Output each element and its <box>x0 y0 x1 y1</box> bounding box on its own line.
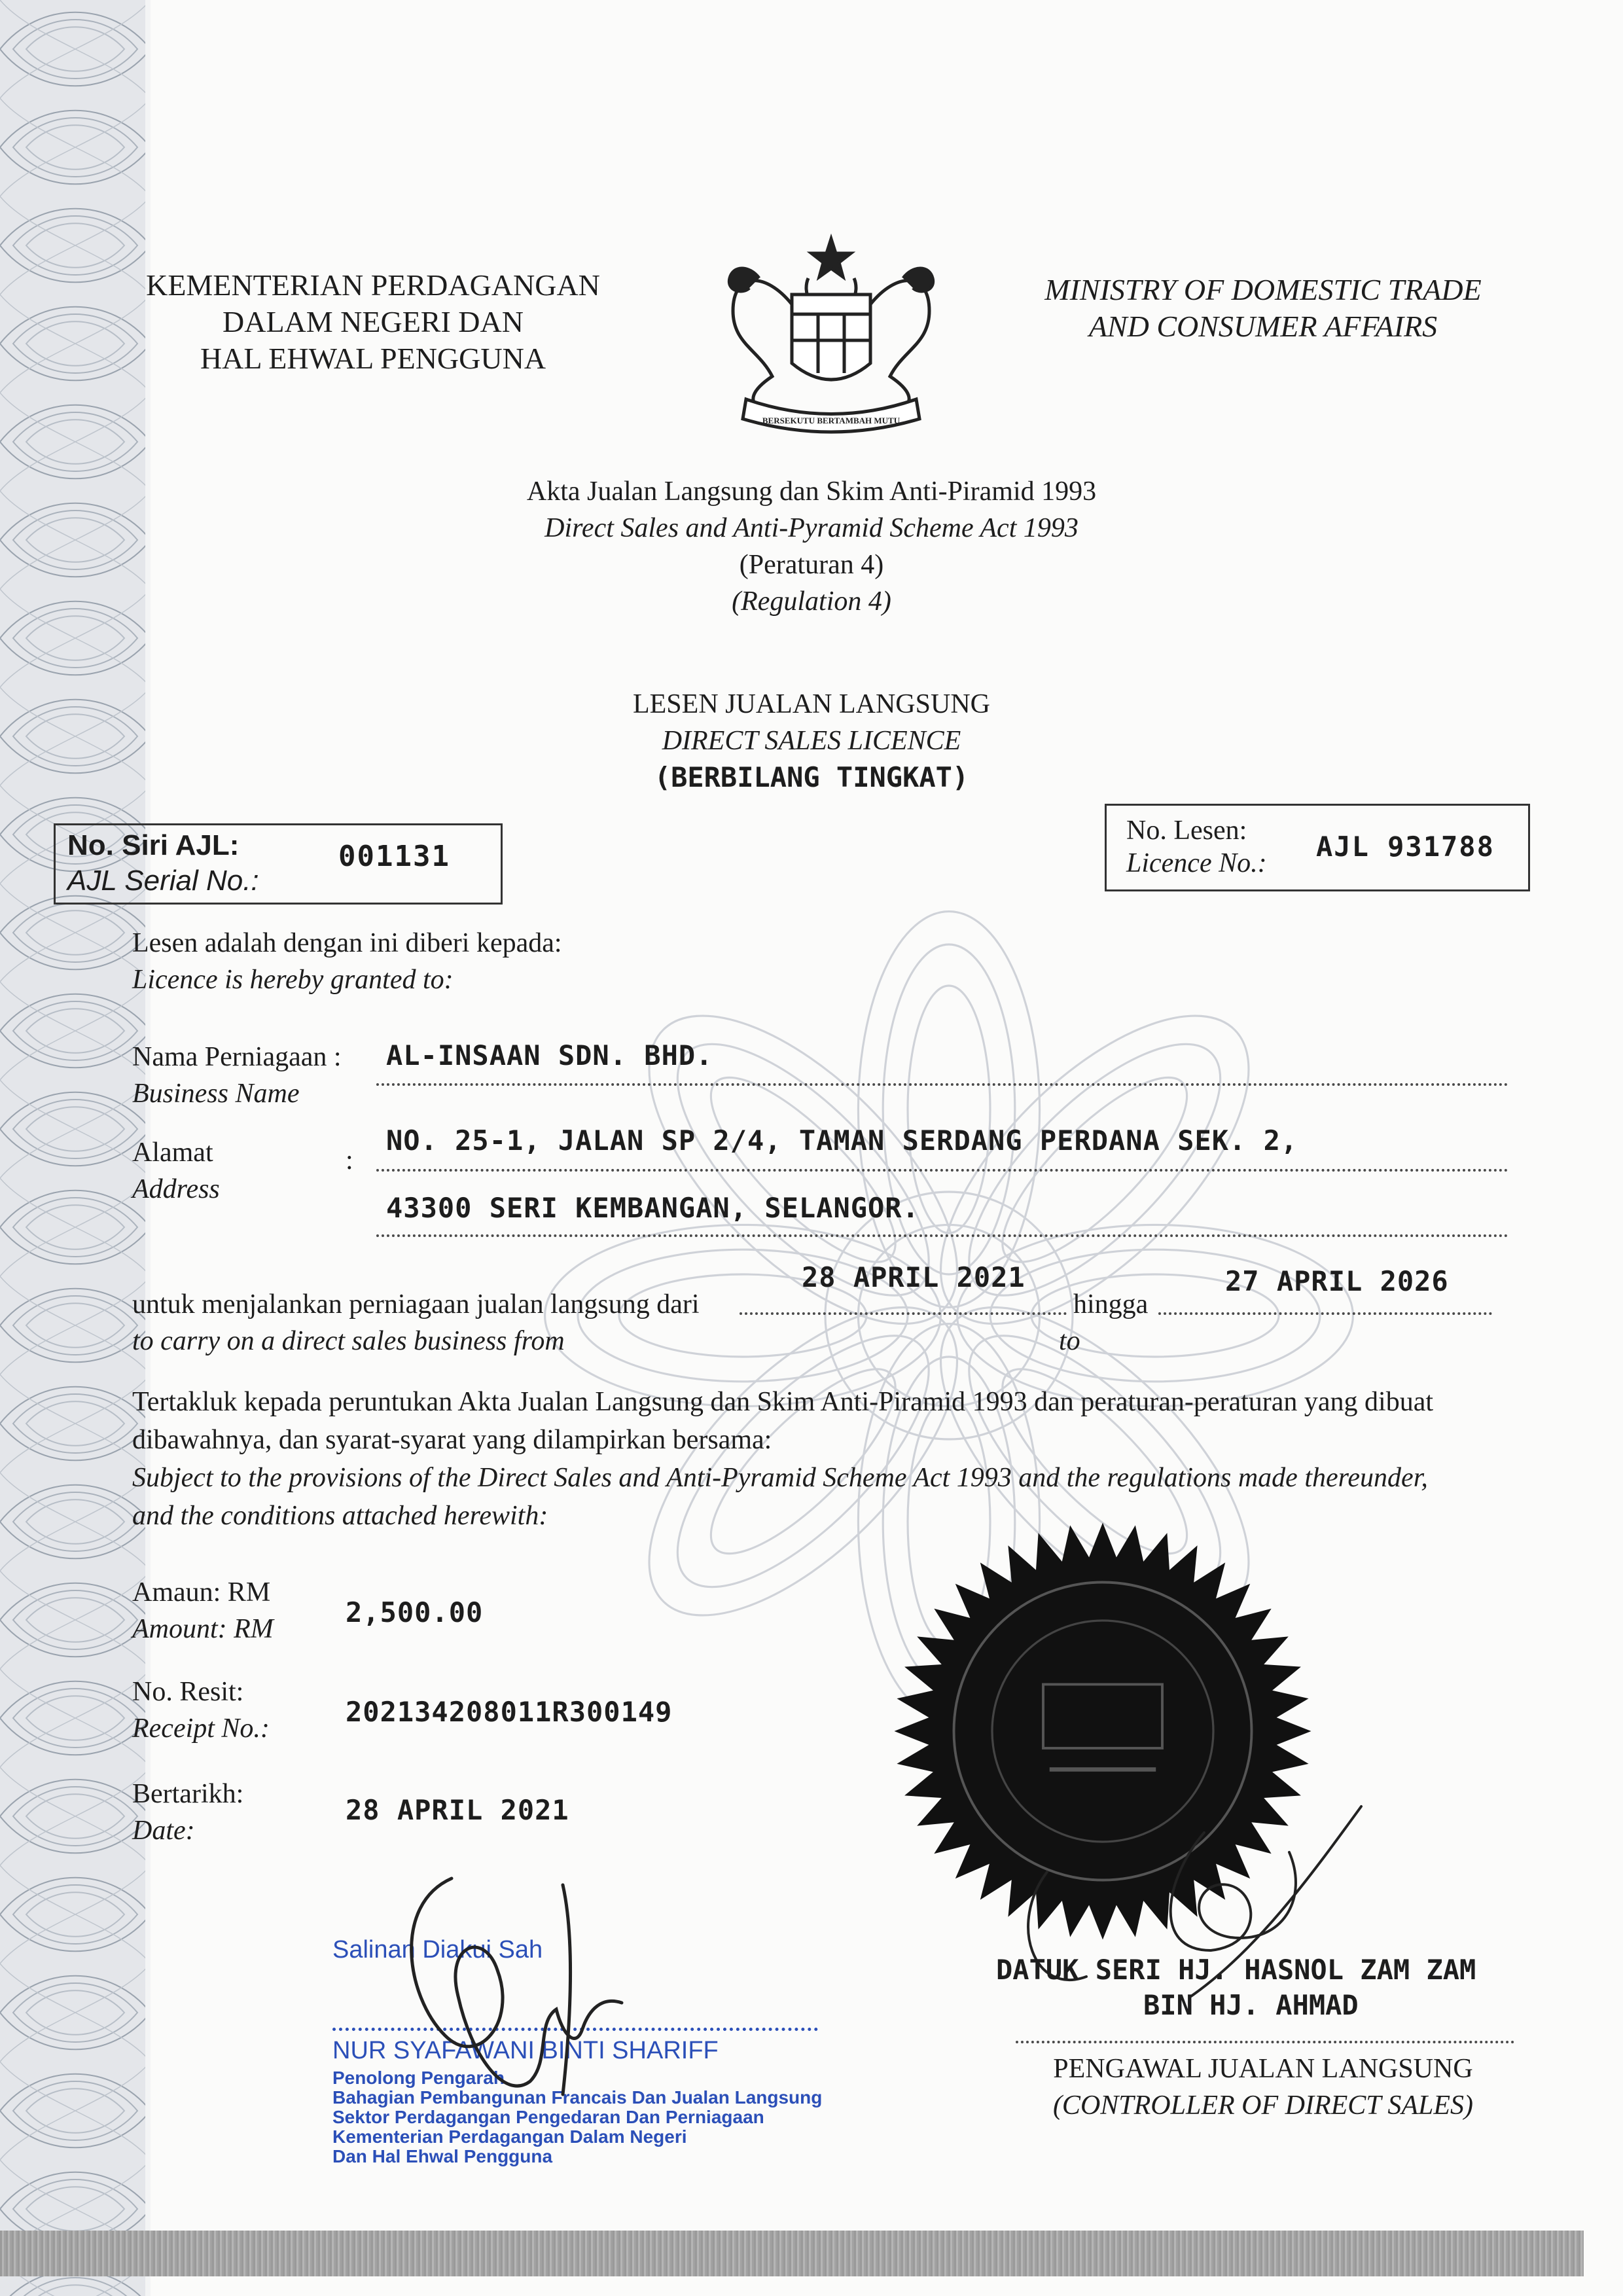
address-colon: : <box>346 1145 353 1175</box>
serial-label-english: AJL Serial No.: <box>67 865 259 897</box>
regulation-english: (Regulation 4) <box>732 586 891 617</box>
ministry-name-malay <box>137 267 609 377</box>
certified-line: Sektor Perdagangan Pengedaran Dan Perniagaan <box>332 2107 764 2127</box>
act-block <box>419 473 1204 620</box>
licence-label-english: Licence No.: <box>1126 848 1267 878</box>
licence-number-box <box>1105 804 1530 891</box>
receipt-label-english: Receipt No.: <box>132 1713 270 1744</box>
ministry-line: AND CONSUMER AFFAIRS <box>1088 310 1438 343</box>
receipt-number-value: 202134208011R300149 <box>346 1696 673 1728</box>
licence-number-value: AJL 931788 <box>1316 831 1495 863</box>
ministry-line: DALAM NEGERI DAN <box>223 305 524 338</box>
amount-value: 2,500.00 <box>346 1596 484 1628</box>
granted-to <box>132 925 852 998</box>
controller-title-malay: PENGAWAL JUALAN LANGSUNG <box>1053 2054 1473 2084</box>
period-until-malay: hingga <box>1073 1289 1149 1319</box>
business-name-underline <box>376 1083 1508 1086</box>
controller-signature-line <box>1016 2041 1514 2043</box>
crest-motto: BERSEKUTU BERTAMBAH MUTU <box>762 416 901 425</box>
business-name-label-english: Business Name <box>132 1079 300 1109</box>
licence-label-malay: No. Lesen: <box>1126 816 1247 846</box>
amount-label-english: Amount: RM <box>132 1614 274 1644</box>
subject-malay-line-2: dibawahnya, dan syarat-syarat yang dilampirkan bersama: <box>132 1425 772 1455</box>
guilloche-border <box>0 0 151 2296</box>
address-line-2: 43300 SERI KEMBANGAN, SELANGOR. <box>386 1192 919 1224</box>
amount-label-malay: Amaun: RM <box>132 1577 271 1607</box>
title-licence-type: (BERBILANG TINGKAT) <box>654 761 969 793</box>
period-from-date: 28 APRIL 2021 <box>802 1261 1026 1293</box>
certified-line: Bahagian Pembangunan Francais Dan Jualan Langsung <box>332 2087 823 2108</box>
serial-number-box <box>54 823 503 905</box>
licence-title <box>484 686 1139 796</box>
serial-number-value: 001131 <box>338 840 450 873</box>
subject-malay-line-1: Tertakluk kepada peruntukan Akta Jualan Langsung dan Skim Anti-Piramid 1993 dan peraturan-peraturan yang dibuat <box>132 1387 1434 1417</box>
business-name-value: AL-INSAAN SDN. BHD. <box>386 1039 713 1071</box>
date-label-malay: Bertarikh: <box>132 1779 244 1809</box>
certified-officer-name: NUR SYAFAWANI BINTI SHARIFF <box>332 2037 719 2064</box>
certified-line: Penolong Pengarah <box>332 2068 505 2088</box>
address-line-1: NO. 25-1, JALAN SP 2/4, TAMAN SERDANG PERDANA SEK. 2, <box>386 1124 1298 1157</box>
ministry-line: HAL EHWAL PENGGUNA <box>200 342 546 375</box>
certified-line: Dan Hal Ehwal Pengguna <box>332 2146 553 2166</box>
title-english: DIRECT SALES LICENCE <box>662 726 961 756</box>
ministry-name-english <box>1021 272 1505 345</box>
serial-label-malay: No. Siri AJL: <box>67 829 240 861</box>
certified-copy-stamp: Salinan Diakui Sah <box>332 1936 543 1964</box>
certified-signature <box>366 1865 641 2114</box>
ministry-line: KEMENTERIAN PERDAGANGAN <box>146 268 600 302</box>
coat-of-arms-emblem <box>694 232 969 442</box>
scan-edge-strip <box>0 2231 1584 2276</box>
address-underline-2 <box>376 1234 1508 1237</box>
address-label-english: Address <box>132 1174 220 1204</box>
regulation-malay: (Peraturan 4) <box>739 550 884 580</box>
receipt-label-malay: No. Resit: <box>132 1677 244 1707</box>
period-from-underline <box>740 1312 1067 1315</box>
business-name-label-malay: Nama Perniagaan : <box>132 1042 342 1072</box>
certified-line: Kementerian Perdagangan Dalam Negeri <box>332 2126 687 2147</box>
controller-name-line-1: DATUK SERI HJ. HASNOL ZAM ZAM <box>996 1954 1476 1986</box>
subject-english-line-2: and the conditions attached herewith: <box>132 1501 548 1531</box>
act-name-english: Direct Sales and Anti-Pyramid Scheme Act 1993 <box>544 513 1079 543</box>
act-name-malay: Akta Jualan Langsung dan Skim Anti-Piramid 1993 <box>526 476 1097 507</box>
controller-title <box>969 2051 1558 2124</box>
controller-name-line-2: BIN HJ. AHMAD <box>1143 1989 1359 2021</box>
address-label-malay: Alamat <box>132 1138 213 1168</box>
granted-malay: Lesen adalah dengan ini diberi kepada: <box>132 928 562 958</box>
date-label-english: Date: <box>132 1816 195 1846</box>
controller-name <box>996 1952 1476 2023</box>
title-malay: LESEN JUALAN LANGSUNG <box>633 689 990 719</box>
period-text-english: to carry on a direct sales business from <box>132 1326 565 1356</box>
subject-paragraph <box>132 1383 1533 1535</box>
ministry-line: MINISTRY OF DOMESTIC TRADE <box>1044 273 1482 306</box>
subject-english-line-1: Subject to the provisions of the Direct Sales and Anti-Pyramid Scheme Act 1993 and the regulations made thereunder, <box>132 1463 1428 1493</box>
granted-english: Licence is hereby granted to: <box>132 965 454 995</box>
controller-title-english: (CONTROLLER OF DIRECT SALES) <box>1052 2090 1474 2121</box>
address-underline-1 <box>376 1169 1508 1172</box>
period-to-underline <box>1158 1312 1492 1315</box>
period-until-english: to <box>1059 1326 1080 1356</box>
date-value: 28 APRIL 2021 <box>346 1794 569 1826</box>
period-text-malay: untuk menjalankan perniagaan jualan langsung dari <box>132 1289 700 1319</box>
period-to-date: 27 APRIL 2026 <box>1225 1265 1449 1297</box>
